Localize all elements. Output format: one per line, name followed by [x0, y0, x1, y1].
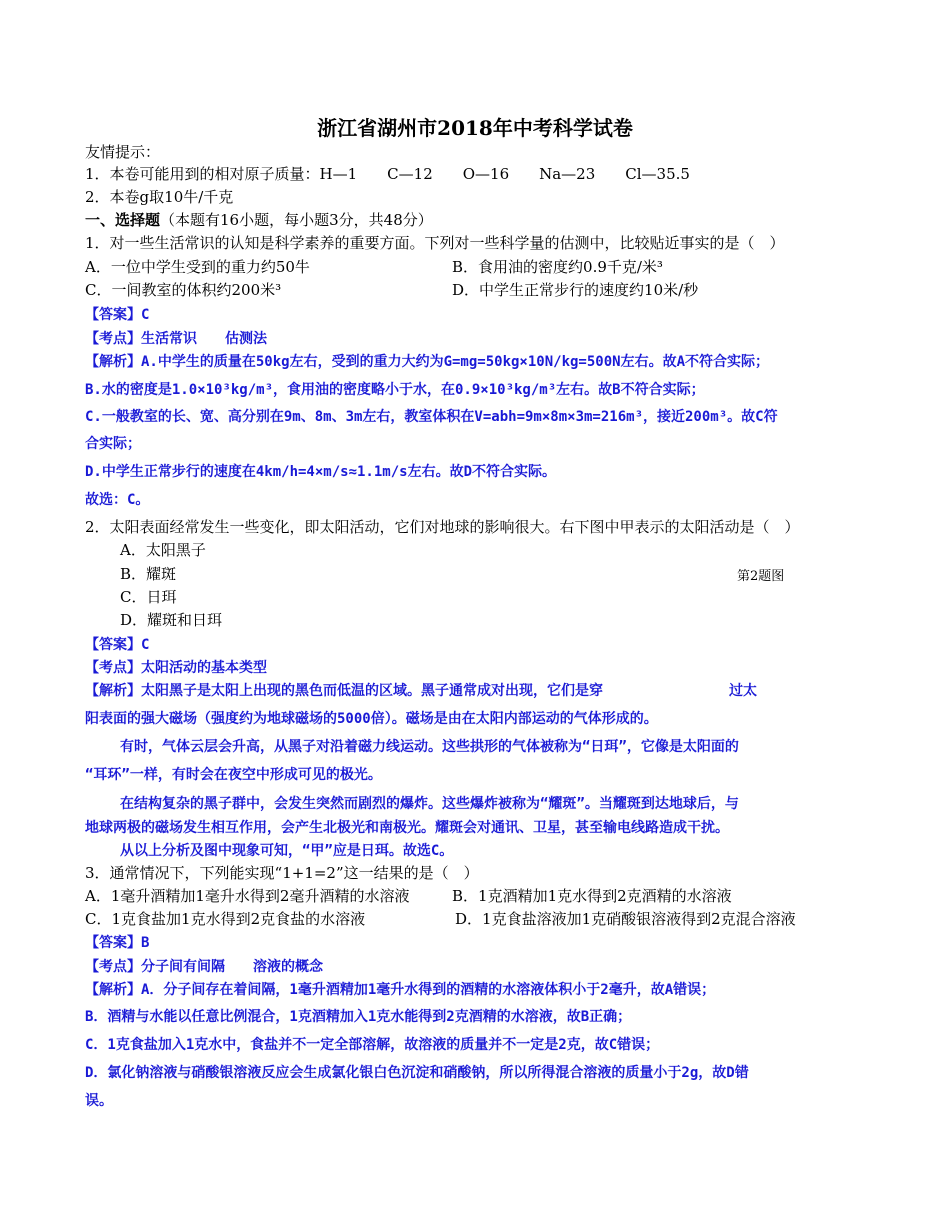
q2-analysis-line: 从以上分析及图中现象可知，“甲”应是日珥。故选C。: [120, 843, 454, 859]
q2-analysis-line: “耳环”一样，有时会在夜空中形成可见的极光。: [85, 767, 382, 783]
q3-option-b: B．1克酒精加1克水得到2克酒精的水溶液: [452, 887, 732, 905]
q1-option-b: B．食用油的密度约0.9千克/米³: [452, 258, 663, 276]
q3-analysis-line: B．酒精与水能以任意比例混合，1克酒精加入1克水能得到2克酒精的水溶液，故B正确；: [85, 1009, 632, 1025]
q2-answer: 【答案】C: [85, 637, 150, 653]
q1-option-a: A．一位中学生受到的重力约50牛: [85, 258, 310, 276]
section-heading: 一、选择题: [85, 211, 161, 229]
q2-point: 【考点】太阳活动的基本类型: [85, 660, 267, 676]
q1-option-d: D．中学生正常步行的速度约10米/秒: [452, 281, 699, 299]
q3-option-c: C．1克食盐加1克水得到2克食盐的水溶液: [85, 910, 366, 928]
q1-analysis-line: 【解析】A.中学生的质量在50kg左右，受到的重力大约为G=mg=50kg×10N/kg=500N左右。故A不符合实际；: [85, 354, 770, 370]
q1-analysis-line: C.一般教室的长、宽、高分别在9m、8m、3m左右，教室体积在V=abh=9m×8m×3m=216m³，接近200m³。故C符: [85, 409, 778, 425]
q3-option-d: D．1克食盐溶液加1克硝酸银溶液得到2克混合溶液: [455, 910, 796, 928]
figure-caption: 第2题图: [737, 569, 785, 584]
section-header: [85, 210, 433, 230]
q1-option-c: C．一间教室的体积约200米³: [85, 281, 282, 299]
q3-analysis-line: C．1克食盐加入1克水中，食盐并不一定全部溶解，故溶液的质量并不一定是2克，故C错误；: [85, 1037, 660, 1053]
q2-analysis-line: 在结构复杂的黑子群中，会发生突然而剧烈的爆炸。这些爆炸被称为“耀斑”。当耀斑到达地球后，与: [120, 796, 739, 812]
q2-analysis-line: 有时，气体云层会升高，从黑子对沿着磁力线运动。这些拱形的气体被称为“日珥”，它像是太阳面的: [120, 739, 739, 755]
q1-analysis-line: D.中学生正常步行的速度在4km/h=4×m/s≈1.1m/s左右。故D不符合实际。: [85, 464, 557, 480]
q2-analysis-line: 【解析】太阳黑子是太阳上出现的黑色而低温的区域。黑子通常成对出现，它们是穿 过太: [85, 683, 757, 699]
q2-stem: 2．太阳表面经常发生一些变化，即太阳活动，它们对地球的影响很大。右下图中甲表示的太阳活动是（ ）: [85, 518, 800, 536]
q3-stem: 3．通常情况下，下列能实现“1+1=2”这一结果的是（ ）: [85, 864, 479, 882]
page-title: 浙江省湖州市2018年中考科学试卷: [317, 116, 633, 140]
hint-item: 2．本卷g取10牛/千克: [85, 188, 234, 206]
q1-stem: 1．对一些生活常识的认知是科学素养的重要方面。下列对一些科学量的估测中，比较贴近事实的是（ ）: [85, 234, 785, 252]
hint-label: 友情提示：: [85, 143, 161, 161]
q3-answer: 【答案】B: [85, 935, 150, 951]
q1-answer: 【答案】C: [85, 307, 150, 323]
q1-analysis-line: 故选：C。: [85, 492, 150, 508]
q2-analysis-line: 阳表面的强大磁场（强度约为地球磁场的5000倍）。磁场是由在太阳内部运动的气体形成的。: [85, 711, 658, 727]
q2-option-a: A．太阳黑子: [120, 541, 206, 559]
q3-point: 【考点】分子间有间隔 溶液的概念: [85, 959, 323, 975]
q2-option-b: B．耀斑: [120, 565, 177, 583]
q3-analysis-line: D．氯化钠溶液与硝酸银溶液反应会生成氯化银白色沉淀和硝酸钠，所以所得混合溶液的质量小于2g，故D错: [85, 1065, 749, 1081]
section-note: （本题有16小题，每小题3分，共48分）: [160, 211, 433, 229]
q2-option-c: C．日珥: [120, 588, 177, 606]
q1-analysis-line: B.水的密度是1.0×10³kg/m³，食用油的密度略小于水，在0.9×10³kg/m³左右。故B不符合实际；: [85, 382, 705, 398]
q2-analysis-line: 地球两极的磁场发生相互作用，会产生北极光和南极光。耀斑会对通讯、卫星，甚至输电线路造成干扰。: [85, 820, 729, 836]
q1-point: 【考点】生活常识 估测法: [85, 331, 267, 347]
q3-option-a: A．1毫升酒精加1毫升水得到2毫升酒精的水溶液: [85, 887, 410, 905]
q3-analysis-line: 误。: [85, 1093, 113, 1109]
q1-analysis-line: 合实际；: [85, 436, 141, 452]
q3-analysis-line: 【解析】A．分子间存在着间隔，1毫升酒精加1毫升水得到的酒精的水溶液体积小于2毫升，故A错误；: [85, 982, 716, 998]
hint-item: 1．本卷可能用到的相对原子质量：H—1 C—12 O—16 Na—23 Cl—35.5: [85, 165, 690, 183]
q2-option-d: D．耀斑和日珥: [120, 611, 223, 629]
